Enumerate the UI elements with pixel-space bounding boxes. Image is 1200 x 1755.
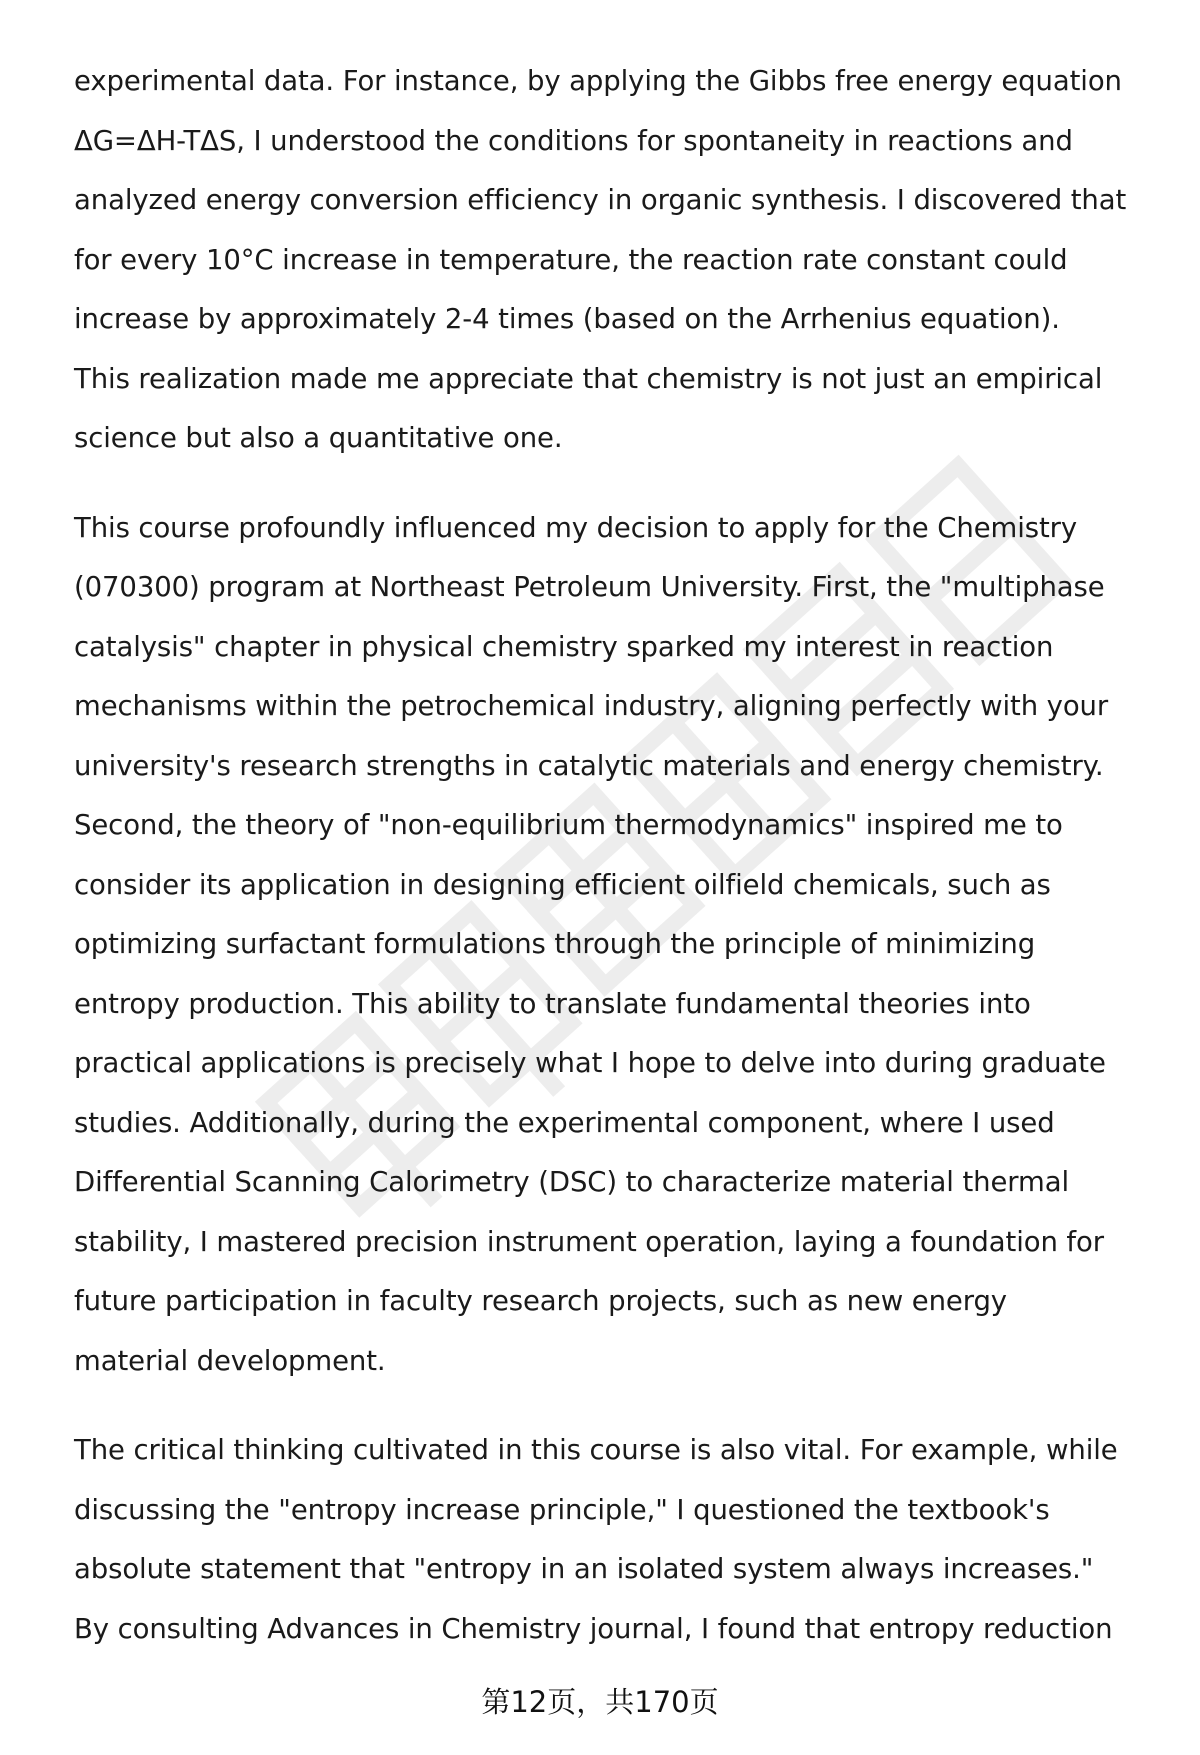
text-line: The critical thinking cultivated in this course is also vital. For example, while [74,1434,1118,1466]
text-line: university's research strengths in catalytic materials and energy chemistry. [74,749,1104,782]
text-line: mechanisms within the petrochemical industry, aligning perfectly with your [74,690,1109,722]
text-line: catalysis" chapter in physical chemistry sparked my interest in reaction [74,630,1054,663]
text-line: By consulting Advances in Chemistry journal, I found that entropy reduction [74,1612,1113,1645]
text-line: discussing the "entropy increase principle," I questioned the textbook's [74,1493,1050,1526]
text-line: This course profoundly influenced my decision to apply for the Chemistry [74,511,1078,544]
text-line: ΔG=ΔH-TΔS, I understood the conditions for spontaneity in reactions and [74,124,1073,157]
text-line: stability, I mastered precision instrument operation, laying a foundation for [74,1225,1104,1258]
page-number: 第12页，共170页 [481,1685,719,1719]
paragraph-1 [74,52,1164,469]
text-line: for every 10°C increase in temperature, the reaction rate constant could [74,243,1068,276]
text-line: This realization made me appreciate that chemistry is not just an empirical [74,362,1103,395]
text-line: increase by approximately 2-4 times (based on the Arrhenius equation). [74,303,1060,335]
text-line: experimental data. For instance, by applying the Gibbs free energy equation [74,65,1122,97]
document-body [74,52,1164,1659]
text-line: future participation in faculty research projects, such as new energy [74,1285,1007,1317]
paragraph-3 [74,1421,1164,1659]
text-line: practical applications is precisely what I hope to delve into during graduate [74,1047,1106,1079]
text-line: consider its application in designing efficient oilfield chemicals, such as [74,868,1051,901]
text-line: analyzed energy conversion efficiency in organic synthesis. I discovered that [74,184,1127,216]
text-line: Differential Scanning Calorimetry (DSC) to characterize material thermal [74,1166,1069,1198]
text-line: Second, the theory of "non-equilibrium thermodynamics" inspired me to [74,809,1063,841]
text-line: material development. [74,1344,386,1377]
text-line: entropy production. This ability to translate fundamental theories into [74,987,1031,1020]
text-line: studies. Additionally, during the experimental component, where I used [74,1106,1055,1139]
text-line: optimizing surfactant formulations through the principle of minimizing [74,928,1036,960]
paragraph-2 [74,499,1164,1392]
text-line: science but also a quantitative one. [74,422,563,454]
text-line: (070300) program at Northeast Petroleum University. First, the "multiphase [74,571,1105,603]
text-line: absolute statement that "entropy in an isolated system always increases." [74,1553,1094,1585]
